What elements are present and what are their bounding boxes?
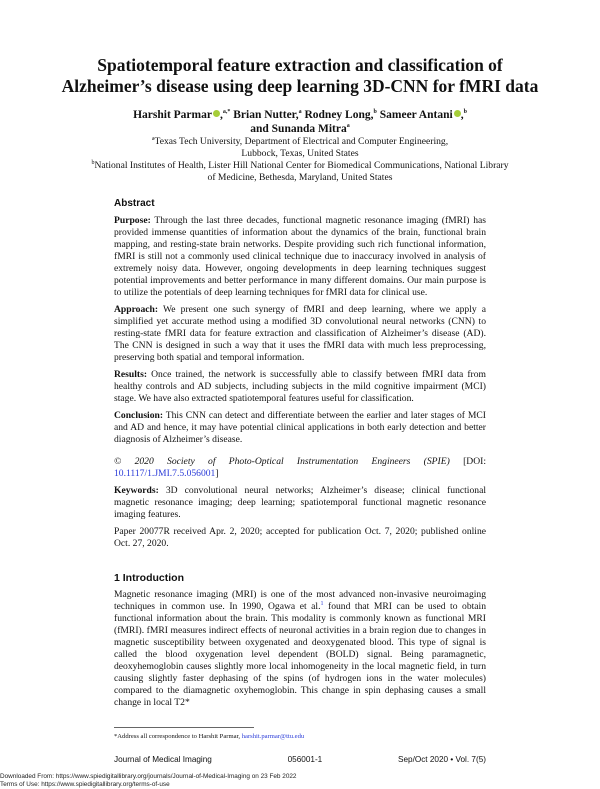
terms-notice: Terms of Use: https://www.spiedigitallibrary.org/terms-of-use bbox=[0, 781, 170, 788]
orcid-icon[interactable] bbox=[454, 110, 461, 117]
main-column bbox=[114, 198, 486, 765]
email-link[interactable]: harshit.parmar@ttu.edu bbox=[241, 733, 305, 740]
author: Rodney Long,$^b$ bbox=[304, 109, 377, 121]
author: Harshit Parmar ,$^{a,*}$ bbox=[133, 109, 231, 121]
abstract-conclusion: Conclusion: This CNN can detect and differentiate between the earlier and later stages of MCI and AD and hence, it may have potential clinical applications in both early detection and better diagnosis of Alzheimer’s disease. bbox=[114, 410, 486, 445]
download-notice: Downloaded From: https://www.spiedigitallibrary.org/journals/Journal-of-Medical-Imaging on 23 Feb 2022 bbox=[0, 773, 297, 780]
page-footer bbox=[114, 755, 486, 765]
footnote: *Address all correspondence to Harshit Parmar, harshit.parmar@ttu.edu bbox=[114, 733, 305, 740]
author: and Sunanda Mitra$^a$ bbox=[250, 123, 350, 135]
abstract-heading: Abstract bbox=[114, 198, 155, 209]
footnote-divider bbox=[114, 727, 254, 728]
orcid-icon[interactable] bbox=[213, 110, 220, 117]
affiliations bbox=[60, 136, 540, 184]
author: Brian Nutter,$^a$ bbox=[233, 109, 302, 121]
keywords: Keywords: 3D convolutional neural networks; Alzheimer’s disease; clinical functional magnetic resonance imaging; deep learning; spatiotemporal functional magnetic resonance imaging features. bbox=[114, 485, 486, 520]
abstract-approach: Approach: We present one such synergy of fMRI and deep learning, where we apply a simplified yet accurate method using a modified 3D convolutional neural networks (CNN) to resting-state fMRI data for feature extraction and classification of Alzheimer’s disease (AD). The CNN is designed in such a way that it uses the fMRI data with much less preprocessing, preserving both spatial and temporal information. bbox=[114, 304, 486, 363]
affiliation: $^b$National Institutes of Health, Lister Hill National Center for Biomedical Communications, National Library of Medicine, Bethesda, Maryland, United States bbox=[91, 159, 509, 183]
page-number: 056001-1 bbox=[287, 755, 323, 764]
issue-info: Sep/Oct 2020 • Vol. 7(5) bbox=[398, 755, 486, 764]
intro-paragraph: Magnetic resonance imaging (MRI) is one of the most advanced non-invasive neuroimaging techniques in common use. In 1990, Ogawa et al.$^1$ found that MRI can be used to obtain functional information about the brain. This modality is commonly known as functional MRI (fMRI). fMRI measures indirect effects of neuronal activities in a brain region due to changes in magnetic susceptibility between oxygenated and deoxygenated blood. This type of signal is called the blood oxygenation level dependent (BOLD) signal. Being paramagnetic, deoxyhemoglobin causes slightly more local inhomogeneity in the local magnetic field, in turn causing slightly faster dephasing of the spins (of hydrogen ions in the water molecules) compared to the diamagnetic oxyhemoglobin. This change in spin dephasing causes a small change in local T2* bbox=[114, 589, 486, 708]
author-list bbox=[60, 108, 540, 136]
publication-history: Paper 20077R received Apr. 2, 2020; accepted for publication Oct. 7, 2020; published online Oct. 27, 2020. bbox=[114, 526, 486, 549]
paper-title: Spatiotemporal feature extraction and classification of Alzheimer’s disease using deep learning 3D-CNN for fMRI data bbox=[61, 55, 539, 96]
doi-link[interactable]: 10.1117/1.JMI.7.5.056001 bbox=[114, 468, 216, 479]
journal-name: Journal of Medical Imaging bbox=[114, 755, 212, 764]
abstract-purpose: Purpose: Through the last three decades, functional magnetic resonance imaging (fMRI) has provided immense quantities of information about the dynamics of the brain, functional brain mapping, and resting-state brain networks. Despite providing such rich functional information, fMRI is still not a commonly used clinical technique due to inaccuracy involved in analysis of extremely noisy data. However, ongoing developments in deep learning techniques suggest potential improvements and better performance in many different domains. Our main purpose is to utilize the potentials of deep learning techniques for fMRI data for clinical use. bbox=[114, 215, 486, 298]
author: Sameer Antani ,$^b$ bbox=[379, 109, 467, 121]
section-heading: 1 Introduction bbox=[114, 572, 184, 584]
affiliation: $^a$Texas Tech University, Department of Electrical and Computer Engineering, Lubbock, Texas, United States bbox=[151, 135, 449, 159]
abstract-results: Results: Once trained, the network is successfully able to classify between fMRI data from healthy controls and AD subjects, including subjects in the mild cognitive impairment (MCI) stage. We have also extracted spatiotemporal features useful for classification. bbox=[114, 369, 486, 404]
reference-link[interactable]: 1 bbox=[320, 600, 324, 607]
copyright-line: © 2020 Society of Photo-Optical Instrumentation Engineers (SPIE) [DOI: 10.1117/1.JMI.7.5.056001] bbox=[114, 456, 486, 479]
